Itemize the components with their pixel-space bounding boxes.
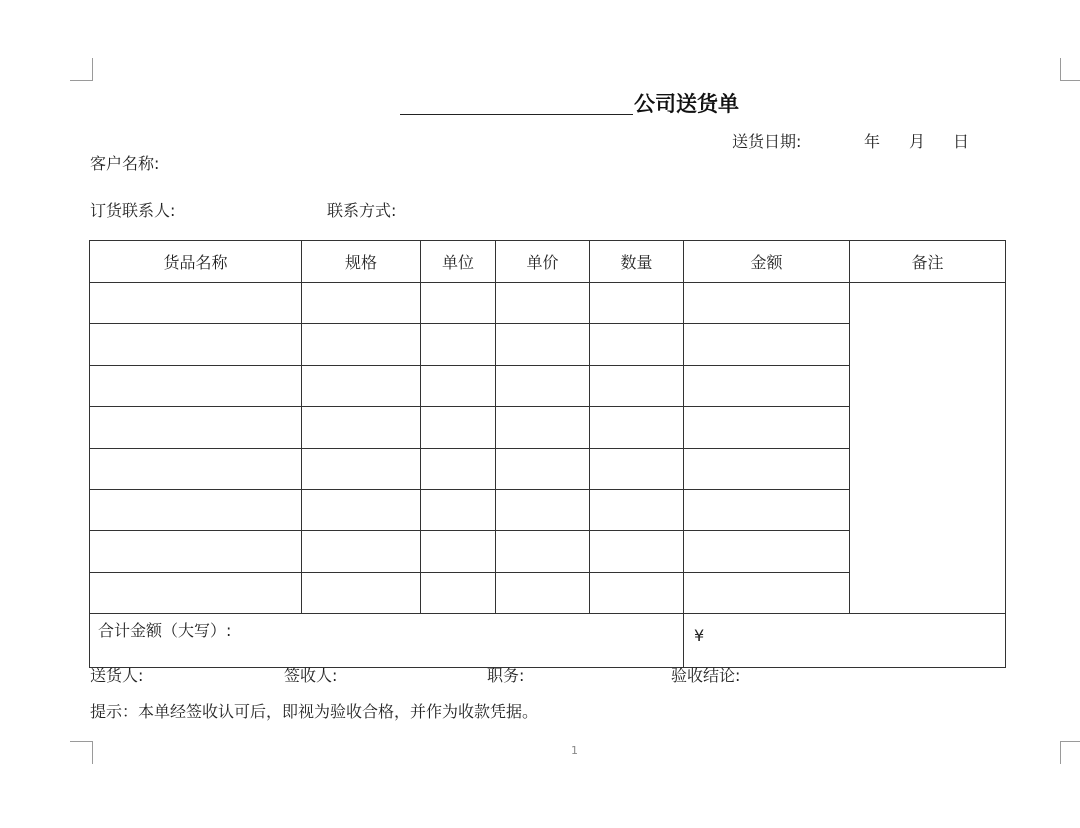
cell-unit-price[interactable] [496,407,590,448]
cell-unit[interactable] [421,489,496,530]
cell-spec[interactable] [302,324,421,365]
currency-symbol: ¥ [694,626,705,646]
total-amount-label: 合计金额（大写）: [98,621,232,641]
contact-method-label: 联系方式: [327,201,397,220]
cell-amount[interactable] [684,283,850,324]
cell-amount[interactable] [684,489,850,530]
cell-unit-price[interactable] [496,572,590,613]
cell-quantity[interactable] [590,489,684,530]
cell-spec[interactable] [302,448,421,489]
total-amount-number-cell[interactable] [684,614,1006,667]
total-row [90,614,1006,667]
cell-product-name[interactable] [90,365,302,406]
cell-amount[interactable] [684,572,850,613]
receiver-label: 签收人: [284,666,338,685]
cell-product-name[interactable] [90,407,302,448]
cell-unit[interactable] [421,324,496,365]
cell-product-name[interactable] [90,489,302,530]
delivery-date-month: 月 [909,132,926,151]
note-text: 提示：本单经签收认可后，即视为验收合格，并作为收款凭据。 [90,702,539,721]
cell-unit[interactable] [421,283,496,324]
delivery-date-year: 年 [864,132,881,151]
position-label: 职务: [487,666,525,685]
header-quantity: 数量 [590,241,684,283]
company-name-blank-line [400,114,633,115]
cell-quantity[interactable] [590,283,684,324]
cell-spec[interactable] [302,283,421,324]
delivery-date-day: 日 [953,132,970,151]
cell-unit[interactable] [421,365,496,406]
cell-unit-price[interactable] [496,324,590,365]
document-title: 公司送货单 [634,92,739,116]
crop-mark-bottom-left [70,741,93,764]
header-amount: 金额 [684,241,850,283]
cell-unit[interactable] [421,531,496,572]
cell-quantity[interactable] [590,365,684,406]
page-number: 1 [571,744,578,757]
cell-unit[interactable] [421,572,496,613]
order-contact-label: 订货联系人: [90,201,176,220]
cell-product-name[interactable] [90,283,302,324]
deliverer-label: 送货人: [90,666,144,685]
cell-unit-price[interactable] [496,283,590,324]
cell-spec[interactable] [302,572,421,613]
total-amount-words-cell[interactable] [90,614,684,667]
header-spec: 规格 [302,241,421,283]
delivery-table [89,240,1006,668]
customer-name-label: 客户名称: [90,154,160,173]
delivery-date-label: 送货日期: [732,132,802,151]
cell-product-name[interactable] [90,572,302,613]
cell-quantity[interactable] [590,572,684,613]
cell-product-name[interactable] [90,448,302,489]
cell-unit-price[interactable] [496,489,590,530]
acceptance-conclusion-label: 验收结论: [671,666,741,685]
cell-unit-price[interactable] [496,531,590,572]
cell-quantity[interactable] [590,448,684,489]
header-unit: 单位 [421,241,496,283]
cell-spec[interactable] [302,365,421,406]
cell-amount[interactable] [684,448,850,489]
cell-unit-price[interactable] [496,448,590,489]
cell-amount[interactable] [684,531,850,572]
cell-unit-price[interactable] [496,365,590,406]
table-header-row [90,241,1006,283]
cell-product-name[interactable] [90,531,302,572]
crop-mark-top-right [1060,58,1080,81]
cell-amount[interactable] [684,324,850,365]
cell-spec[interactable] [302,407,421,448]
cell-unit[interactable] [421,448,496,489]
cell-quantity[interactable] [590,324,684,365]
cell-quantity[interactable] [590,407,684,448]
header-product-name: 货品名称 [90,241,302,283]
crop-mark-bottom-right [1060,741,1080,764]
cell-quantity[interactable] [590,531,684,572]
cell-amount[interactable] [684,407,850,448]
cell-unit[interactable] [421,407,496,448]
cell-spec[interactable] [302,531,421,572]
crop-mark-top-left [70,58,93,81]
table-row [90,283,1006,324]
cell-remarks[interactable] [850,283,1006,614]
header-unit-price: 单价 [496,241,590,283]
header-remarks: 备注 [850,241,1006,283]
cell-spec[interactable] [302,489,421,530]
cell-product-name[interactable] [90,324,302,365]
cell-amount[interactable] [684,365,850,406]
